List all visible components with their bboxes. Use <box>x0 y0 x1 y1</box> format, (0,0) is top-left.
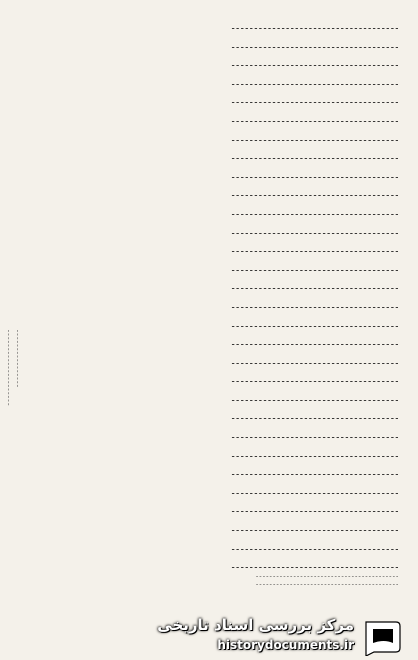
text-line: ـ ـ ـ ـ ـ ـ ـ ـ ـ ـ ـ ـ ـ ـ ـ ـ ـ ـ ـ ـ ـ ـ ـ ـ ـ ـ ـ ـ ـ ـ ـ ـ ـ ـ ـ ـ ـ ـ ـ ـ ـ ـ <box>256 573 398 579</box>
text-line: ـ ـ ـ ـ ـ ـ ـ ـ ـ ـ ـ ـ ـ ـ ـ ـ ـ ـ ـ ـ ـ ـ ـ ـ ـ ـ ـ ـ ـ ـ ـ ـ ـ ـ ـ ـ ـ <box>231 264 398 273</box>
text-line: ـ ـ ـ ـ ـ ـ ـ ـ ـ ـ ـ ـ ـ ـ ـ ـ ـ ـ ـ ـ ـ ـ ـ ـ ـ ـ ـ ـ ـ ـ ـ ـ ـ ـ ـ ـ ـ <box>231 506 398 515</box>
text-line: ـ ـ ـ ـ ـ ـ ـ ـ ـ ـ ـ ـ ـ ـ ـ ـ ـ ـ ـ ـ ـ ـ ـ ـ ـ ـ ـ ـ ـ ـ ـ ـ ـ ـ ـ ـ ـ <box>231 320 398 329</box>
text-line: ـ ـ ـ ـ ـ ـ ـ ـ ـ ـ ـ ـ ـ ـ ـ ـ ـ ـ ـ ـ ـ ـ ـ ـ ـ ـ ـ ـ ـ ـ ـ ـ ـ ـ ـ ـ ـ <box>231 301 398 310</box>
text-line: ـ ـ ـ ـ ـ ـ ـ ـ ـ ـ ـ ـ ـ ـ ـ ـ ـ ـ ـ ـ ـ ـ ـ ـ ـ ـ ـ ـ ـ ـ ـ ـ ـ ـ ـ ـ ـ <box>231 153 398 162</box>
document-footnote <box>30 572 398 588</box>
watermark-url: historydocuments.ir <box>217 638 354 652</box>
text-line: ـ ـ ـ ـ ـ ـ ـ ـ ـ ـ ـ ـ ـ ـ ـ ـ ـ ـ ـ ـ ـ ـ ـ ـ ـ ـ ـ ـ ـ ـ ـ ـ ـ ـ ـ ـ ـ <box>231 190 398 199</box>
watermark-title: مرکز بررسی اسناد تاریخی <box>157 616 354 634</box>
text-line: ـ ـ ـ ـ ـ ـ ـ ـ ـ ـ ـ ـ ـ ـ ـ ـ ـ ـ ـ ـ ـ ـ ـ ـ ـ ـ ـ ـ ـ ـ ـ ـ ـ ـ ـ ـ ـ <box>231 357 398 366</box>
text-line: ـ ـ ـ ـ ـ ـ ـ ـ ـ ـ ـ ـ ـ ـ ـ ـ ـ ـ ـ ـ ـ ـ ـ ـ ـ ـ ـ ـ ـ ـ ـ ـ ـ ـ ـ ـ ـ <box>231 469 398 478</box>
text-line: ـ ـ ـ ـ ـ ـ ـ ـ ـ ـ ـ ـ ـ ـ ـ ـ ـ ـ ـ ـ ـ ـ ـ ـ ـ ـ ـ ـ ـ ـ ـ ـ ـ ـ ـ ـ ـ <box>231 413 398 422</box>
text-line: ـ ـ ـ ـ ـ ـ ـ ـ ـ ـ ـ ـ ـ ـ ـ ـ ـ ـ ـ ـ ـ ـ ـ ـ ـ ـ ـ ـ ـ ـ ـ ـ ـ ـ ـ ـ ـ <box>231 562 398 571</box>
text-line: ـ ـ ـ ـ ـ ـ ـ ـ ـ ـ ـ ـ ـ ـ ـ ـ ـ ـ ـ ـ ـ ـ ـ ـ ـ ـ ـ ـ ـ ـ ـ ـ ـ ـ ـ ـ ـ <box>231 227 398 236</box>
text-line: ـ ـ ـ ـ ـ ـ ـ ـ ـ ـ ـ ـ ـ ـ ـ ـ ـ ـ ـ ـ ـ ـ ـ ـ ـ ـ ـ ـ ـ ـ ـ ـ ـ ـ ـ ـ ـ <box>231 525 398 534</box>
text-line: ـ ـ ـ ـ ـ ـ ـ ـ ـ ـ ـ ـ ـ ـ ـ ـ ـ ـ ـ ـ ـ ـ ـ ـ ـ ـ ـ ـ ـ ـ ـ ـ ـ ـ ـ ـ ـ <box>231 134 398 143</box>
text-line: ـ ـ ـ ـ ـ ـ ـ ـ ـ ـ ـ ـ ـ ـ ـ ـ ـ ـ ـ ـ ـ ـ ـ ـ ـ ـ ـ ـ ـ ـ ـ ـ ـ ـ ـ ـ ـ <box>231 394 398 403</box>
margin-note-line: ـ ـ ـ ـ ـ ـ ـ ـ ـ ـ ـ ـ ـ ـ ـ ـ <box>13 330 20 387</box>
text-line: ـ ـ ـ ـ ـ ـ ـ ـ ـ ـ ـ ـ ـ ـ ـ ـ ـ ـ ـ ـ ـ ـ ـ ـ ـ ـ ـ ـ ـ ـ ـ ـ ـ ـ ـ ـ ـ <box>231 60 398 69</box>
text-line: ـ ـ ـ ـ ـ ـ ـ ـ ـ ـ ـ ـ ـ ـ ـ ـ ـ ـ ـ ـ ـ ـ ـ ـ ـ ـ ـ ـ ـ ـ ـ ـ ـ ـ ـ ـ ـ <box>231 283 398 292</box>
document-body <box>30 18 398 576</box>
text-line: ـ ـ ـ ـ ـ ـ ـ ـ ـ ـ ـ ـ ـ ـ ـ ـ ـ ـ ـ ـ ـ ـ ـ ـ ـ ـ ـ ـ ـ ـ ـ ـ ـ ـ ـ ـ ـ <box>231 23 398 31</box>
text-line: ـ ـ ـ ـ ـ ـ ـ ـ ـ ـ ـ ـ ـ ـ ـ ـ ـ ـ ـ ـ ـ ـ ـ ـ ـ ـ ـ ـ ـ ـ ـ ـ ـ ـ ـ ـ ـ <box>231 41 398 50</box>
text-line: ـ ـ ـ ـ ـ ـ ـ ـ ـ ـ ـ ـ ـ ـ ـ ـ ـ ـ ـ ـ ـ ـ ـ ـ ـ ـ ـ ـ ـ ـ ـ ـ ـ ـ ـ ـ ـ ـ ـ ـ ـ ـ <box>256 581 398 587</box>
text-line: ـ ـ ـ ـ ـ ـ ـ ـ ـ ـ ـ ـ ـ ـ ـ ـ ـ ـ ـ ـ ـ ـ ـ ـ ـ ـ ـ ـ ـ ـ ـ ـ ـ ـ ـ ـ ـ <box>231 339 398 348</box>
text-line: ـ ـ ـ ـ ـ ـ ـ ـ ـ ـ ـ ـ ـ ـ ـ ـ ـ ـ ـ ـ ـ ـ ـ ـ ـ ـ ـ ـ ـ ـ ـ ـ ـ ـ ـ ـ ـ <box>231 246 398 255</box>
watermark <box>128 614 418 660</box>
text-line: ـ ـ ـ ـ ـ ـ ـ ـ ـ ـ ـ ـ ـ ـ ـ ـ ـ ـ ـ ـ ـ ـ ـ ـ ـ ـ ـ ـ ـ ـ ـ ـ ـ ـ ـ ـ ـ <box>231 543 398 552</box>
text-line: ـ ـ ـ ـ ـ ـ ـ ـ ـ ـ ـ ـ ـ ـ ـ ـ ـ ـ ـ ـ ـ ـ ـ ـ ـ ـ ـ ـ ـ ـ ـ ـ ـ ـ ـ ـ ـ <box>231 376 398 385</box>
margin-note-line: ـ ـ ـ ـ ـ ـ ـ ـ ـ ـ ـ ـ ـ ـ ـ ـ ـ ـ ـ ـ ـ <box>4 330 11 406</box>
text-line: ـ ـ ـ ـ ـ ـ ـ ـ ـ ـ ـ ـ ـ ـ ـ ـ ـ ـ ـ ـ ـ ـ ـ ـ ـ ـ ـ ـ ـ ـ ـ ـ ـ ـ ـ ـ ـ <box>231 97 398 106</box>
text-line: ـ ـ ـ ـ ـ ـ ـ ـ ـ ـ ـ ـ ـ ـ ـ ـ ـ ـ ـ ـ ـ ـ ـ ـ ـ ـ ـ ـ ـ ـ ـ ـ ـ ـ ـ ـ ـ <box>231 432 398 441</box>
text-line: ـ ـ ـ ـ ـ ـ ـ ـ ـ ـ ـ ـ ـ ـ ـ ـ ـ ـ ـ ـ ـ ـ ـ ـ ـ ـ ـ ـ ـ ـ ـ ـ ـ ـ ـ ـ ـ <box>231 487 398 496</box>
text-line: ـ ـ ـ ـ ـ ـ ـ ـ ـ ـ ـ ـ ـ ـ ـ ـ ـ ـ ـ ـ ـ ـ ـ ـ ـ ـ ـ ـ ـ ـ ـ ـ ـ ـ ـ ـ ـ <box>231 171 398 180</box>
text-line: ـ ـ ـ ـ ـ ـ ـ ـ ـ ـ ـ ـ ـ ـ ـ ـ ـ ـ ـ ـ ـ ـ ـ ـ ـ ـ ـ ـ ـ ـ ـ ـ ـ ـ ـ ـ ـ <box>231 78 398 87</box>
text-line: ـ ـ ـ ـ ـ ـ ـ ـ ـ ـ ـ ـ ـ ـ ـ ـ ـ ـ ـ ـ ـ ـ ـ ـ ـ ـ ـ ـ ـ ـ ـ ـ ـ ـ ـ ـ ـ <box>231 208 398 217</box>
flag-document-icon <box>360 618 404 656</box>
text-line: ـ ـ ـ ـ ـ ـ ـ ـ ـ ـ ـ ـ ـ ـ ـ ـ ـ ـ ـ ـ ـ ـ ـ ـ ـ ـ ـ ـ ـ ـ ـ ـ ـ ـ ـ ـ ـ <box>231 450 398 459</box>
text-line: ـ ـ ـ ـ ـ ـ ـ ـ ـ ـ ـ ـ ـ ـ ـ ـ ـ ـ ـ ـ ـ ـ ـ ـ ـ ـ ـ ـ ـ ـ ـ ـ ـ ـ ـ ـ ـ <box>231 115 398 124</box>
handwritten-margin-note <box>4 330 24 580</box>
